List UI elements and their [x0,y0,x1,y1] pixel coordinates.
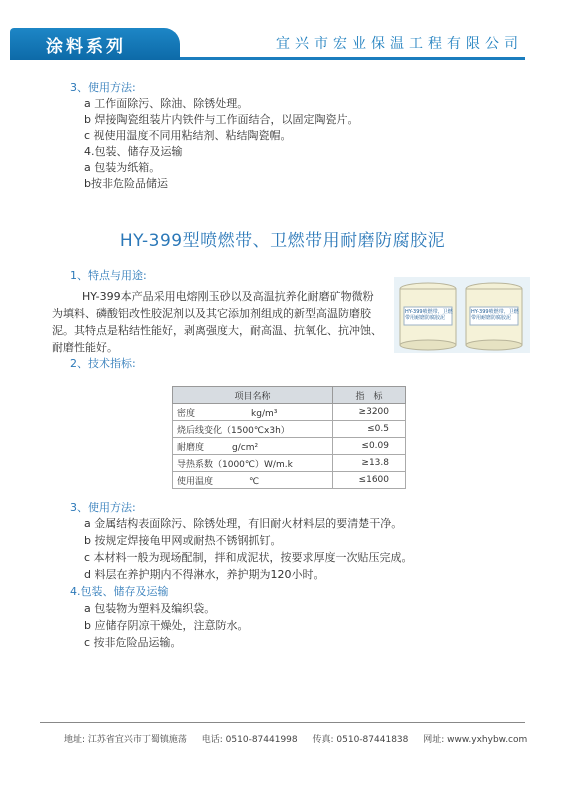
footer-website: 网址: www.yxhybw.com [423,735,528,745]
header-tab [10,28,180,60]
series-title: 涂料系列 [46,37,126,57]
spec-name: 耐磨度 [177,442,205,453]
spec-value: ≥13.8 [333,455,406,472]
prev-usage-heading: 3、使用方法: [70,81,136,94]
page-footer [64,732,539,745]
spec-name: 使用温度 [177,476,214,487]
product-title: HY-399型喷燃带、卫燃带用耐磨防腐胶泥 [119,231,446,251]
spec-header-value: 指 标 [333,387,406,404]
prev-usage-item: c 视使用温度不同用粘结剂、粘结陶瓷帽。 [84,129,292,142]
usage-heading: 3、使用方法: [70,501,136,514]
header-rule [180,57,525,60]
footer-rule [40,722,525,723]
bucket-label-2: HY-399喷燃带、卫燃带用耐磨防腐胶泥 [471,309,519,321]
prev-pack-item: b按非危险品储运 [84,177,168,190]
features-body: HY-399本产品采用电熔刚玉砂以及高温抗养化耐磨矿物微粉为填料、磷酸铝改性胶泥剂以及其它添加剂组成的新型高温防磨胶泥。其特点是粘结性能好，剥离强度大，耐高温、抗氧化、抗冲蚀、耐磨性能好。 [52,290,382,354]
footer-fax: 传真: 0510-87441838 [312,735,409,745]
table-row [173,438,406,455]
spec-header-name: 项目名称 [173,387,333,404]
page-header [0,28,565,60]
pack-item: c 按非危险品运输。 [84,636,182,649]
spec-unit: ℃ [249,476,260,487]
table-row [173,404,406,421]
spec-unit: kg/m³ [251,408,278,419]
prev-pack-item: a 包装为纸箱。 [84,161,161,174]
spec-table [172,386,406,489]
table-row [173,472,406,489]
company-name: 宜兴市宏业保温工程有限公司 [276,36,523,52]
table-row [173,421,406,438]
pack-heading: 4.包装、储存及运输 [70,585,169,598]
spec-unit: g/cm² [232,442,259,453]
footer-phone: 电话: 0510-87441998 [201,735,298,745]
usage-item: d 料层在养护期内不得淋水，养护期为120小时。 [84,568,325,581]
usage-item: a 金属结构表面除污、除锈处理，有旧耐火材料层的要清楚干净。 [84,517,403,530]
prev-usage-item: b 焊接陶瓷组装片内铁件与工作面结合，以固定陶瓷片。 [84,113,359,126]
pack-item: a 包装物为塑料及编织袋。 [84,602,216,615]
features-heading: 1、特点与用途: [70,269,147,282]
spec-name: 密度 [177,408,196,419]
usage-item: b 按规定焊接龟甲网或耐热不锈钢抓钉。 [84,534,282,547]
spec-name: 烧后线变化（1500℃x3h） [177,425,290,436]
features-text [52,288,382,356]
tech-heading: 2、技术指标: [70,357,136,370]
spec-value: ≤0.09 [333,438,406,455]
usage-item: c 本材料一般为现场配制，拌和成泥状，按要求厚度一次贴压完成。 [84,551,413,564]
pack-item: b 应储存阴凉干燥处，注意防水。 [84,619,249,632]
spec-header-row [173,387,406,404]
prev-pack-heading: 4.包装、储存及运输 [84,145,183,158]
spec-value: ≥3200 [333,404,406,421]
spec-name: 导热系数（1000℃）W/m.k [177,459,293,470]
table-row [173,455,406,472]
spec-value: ≤1600 [333,472,406,489]
spec-value: ≤0.5 [333,421,406,438]
prev-usage-item: a 工作面除污、除油、除锈处理。 [84,97,249,110]
bucket-label-1: HY-399喷燃带、卫燃带用耐磨防腐胶泥 [405,309,453,321]
footer-address: 地址: 江苏省宜兴市丁蜀镇施荡 [64,735,187,745]
